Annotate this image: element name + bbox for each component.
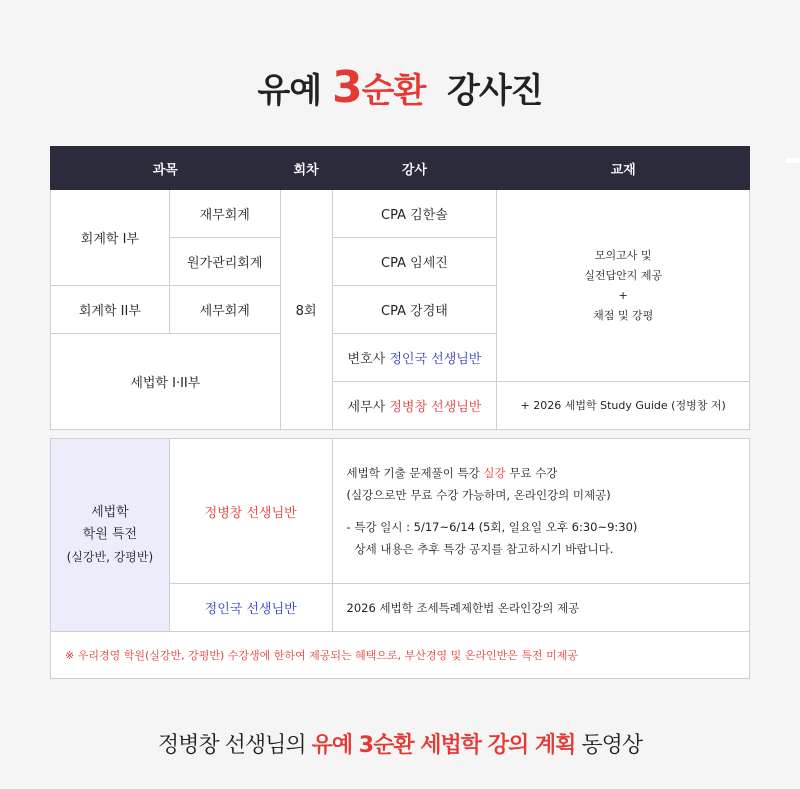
benefit-table bbox=[50, 438, 750, 679]
benefit-jung-byungchang: 정병창 선생님반 bbox=[169, 439, 332, 584]
header-instructor: 강사 bbox=[332, 147, 497, 190]
header-subject: 과목 bbox=[51, 147, 281, 190]
subject-tax-accounting: 세무회계 bbox=[169, 286, 280, 334]
instructor-lim: CPA 임세진 bbox=[332, 238, 497, 286]
benefit-label: 세법학 학원 특전 (실강반, 강평반) bbox=[51, 439, 170, 632]
header-sessions: 회차 bbox=[280, 147, 332, 190]
table-row bbox=[51, 632, 750, 679]
subject-cost-accounting: 원가관리회계 bbox=[169, 238, 280, 286]
table-header-row bbox=[51, 147, 750, 190]
instructor-jung-ingook: 변호사 정인국 선생님반 bbox=[332, 334, 497, 382]
study-guide: + 2026 세법학 Study Guide (정병창 저) bbox=[497, 382, 750, 430]
benefit-detail-1: 세법학 기출 문제풀이 특강 실강 무료 수강 (실강으로만 무료 수강 가능하며, 온라인강의 미제공) - 특강 일시 : 5/17~6/14 (5회, 일요일 오후 6:30~9:30) 상세 내용은 추후 특강 공지를 참고하시기 바랍니다. bbox=[332, 439, 749, 584]
sessions-count: 8회 bbox=[280, 190, 332, 430]
benefit-detail-2: 2026 세법학 조세특례제한법 온라인강의 제공 bbox=[332, 584, 749, 632]
textbook-info: 모의고사 및 실전답안지 제공 + 채점 및 강평 bbox=[497, 190, 750, 382]
instructor-kang: CPA 강경태 bbox=[332, 286, 497, 334]
page-title: 유예 3순환 강사진 bbox=[257, 62, 543, 113]
video-caption: 정병창 선생님의 유예 3순환 세법학 강의 계획 동영상 bbox=[157, 733, 643, 758]
table-row bbox=[51, 439, 750, 584]
subject-financial-accounting: 재무회계 bbox=[169, 190, 280, 238]
subject-accounting-2: 회계학 II부 bbox=[51, 286, 170, 334]
table-row bbox=[51, 190, 750, 238]
instructor-table bbox=[50, 146, 750, 430]
subject-accounting-1: 회계학 I부 bbox=[51, 190, 170, 286]
instructor-kim: CPA 김한솔 bbox=[332, 190, 497, 238]
title-number: 3 bbox=[331, 62, 362, 113]
edge-tab bbox=[786, 158, 800, 163]
instructor-jung-byungchang: 세무사 정병창 선생님반 bbox=[332, 382, 497, 430]
benefit-jung-ingook: 정인국 선생님반 bbox=[169, 584, 332, 632]
subject-tax-law: 세법학 I·II부 bbox=[51, 334, 281, 430]
benefit-notice: ※ 우리경영 학원(실강반, 강평반) 수강생에 한하여 제공되는 혜택으로, 부산경영 및 온라인반은 특전 미제공 bbox=[51, 632, 750, 679]
header-textbook: 교재 bbox=[497, 147, 750, 190]
